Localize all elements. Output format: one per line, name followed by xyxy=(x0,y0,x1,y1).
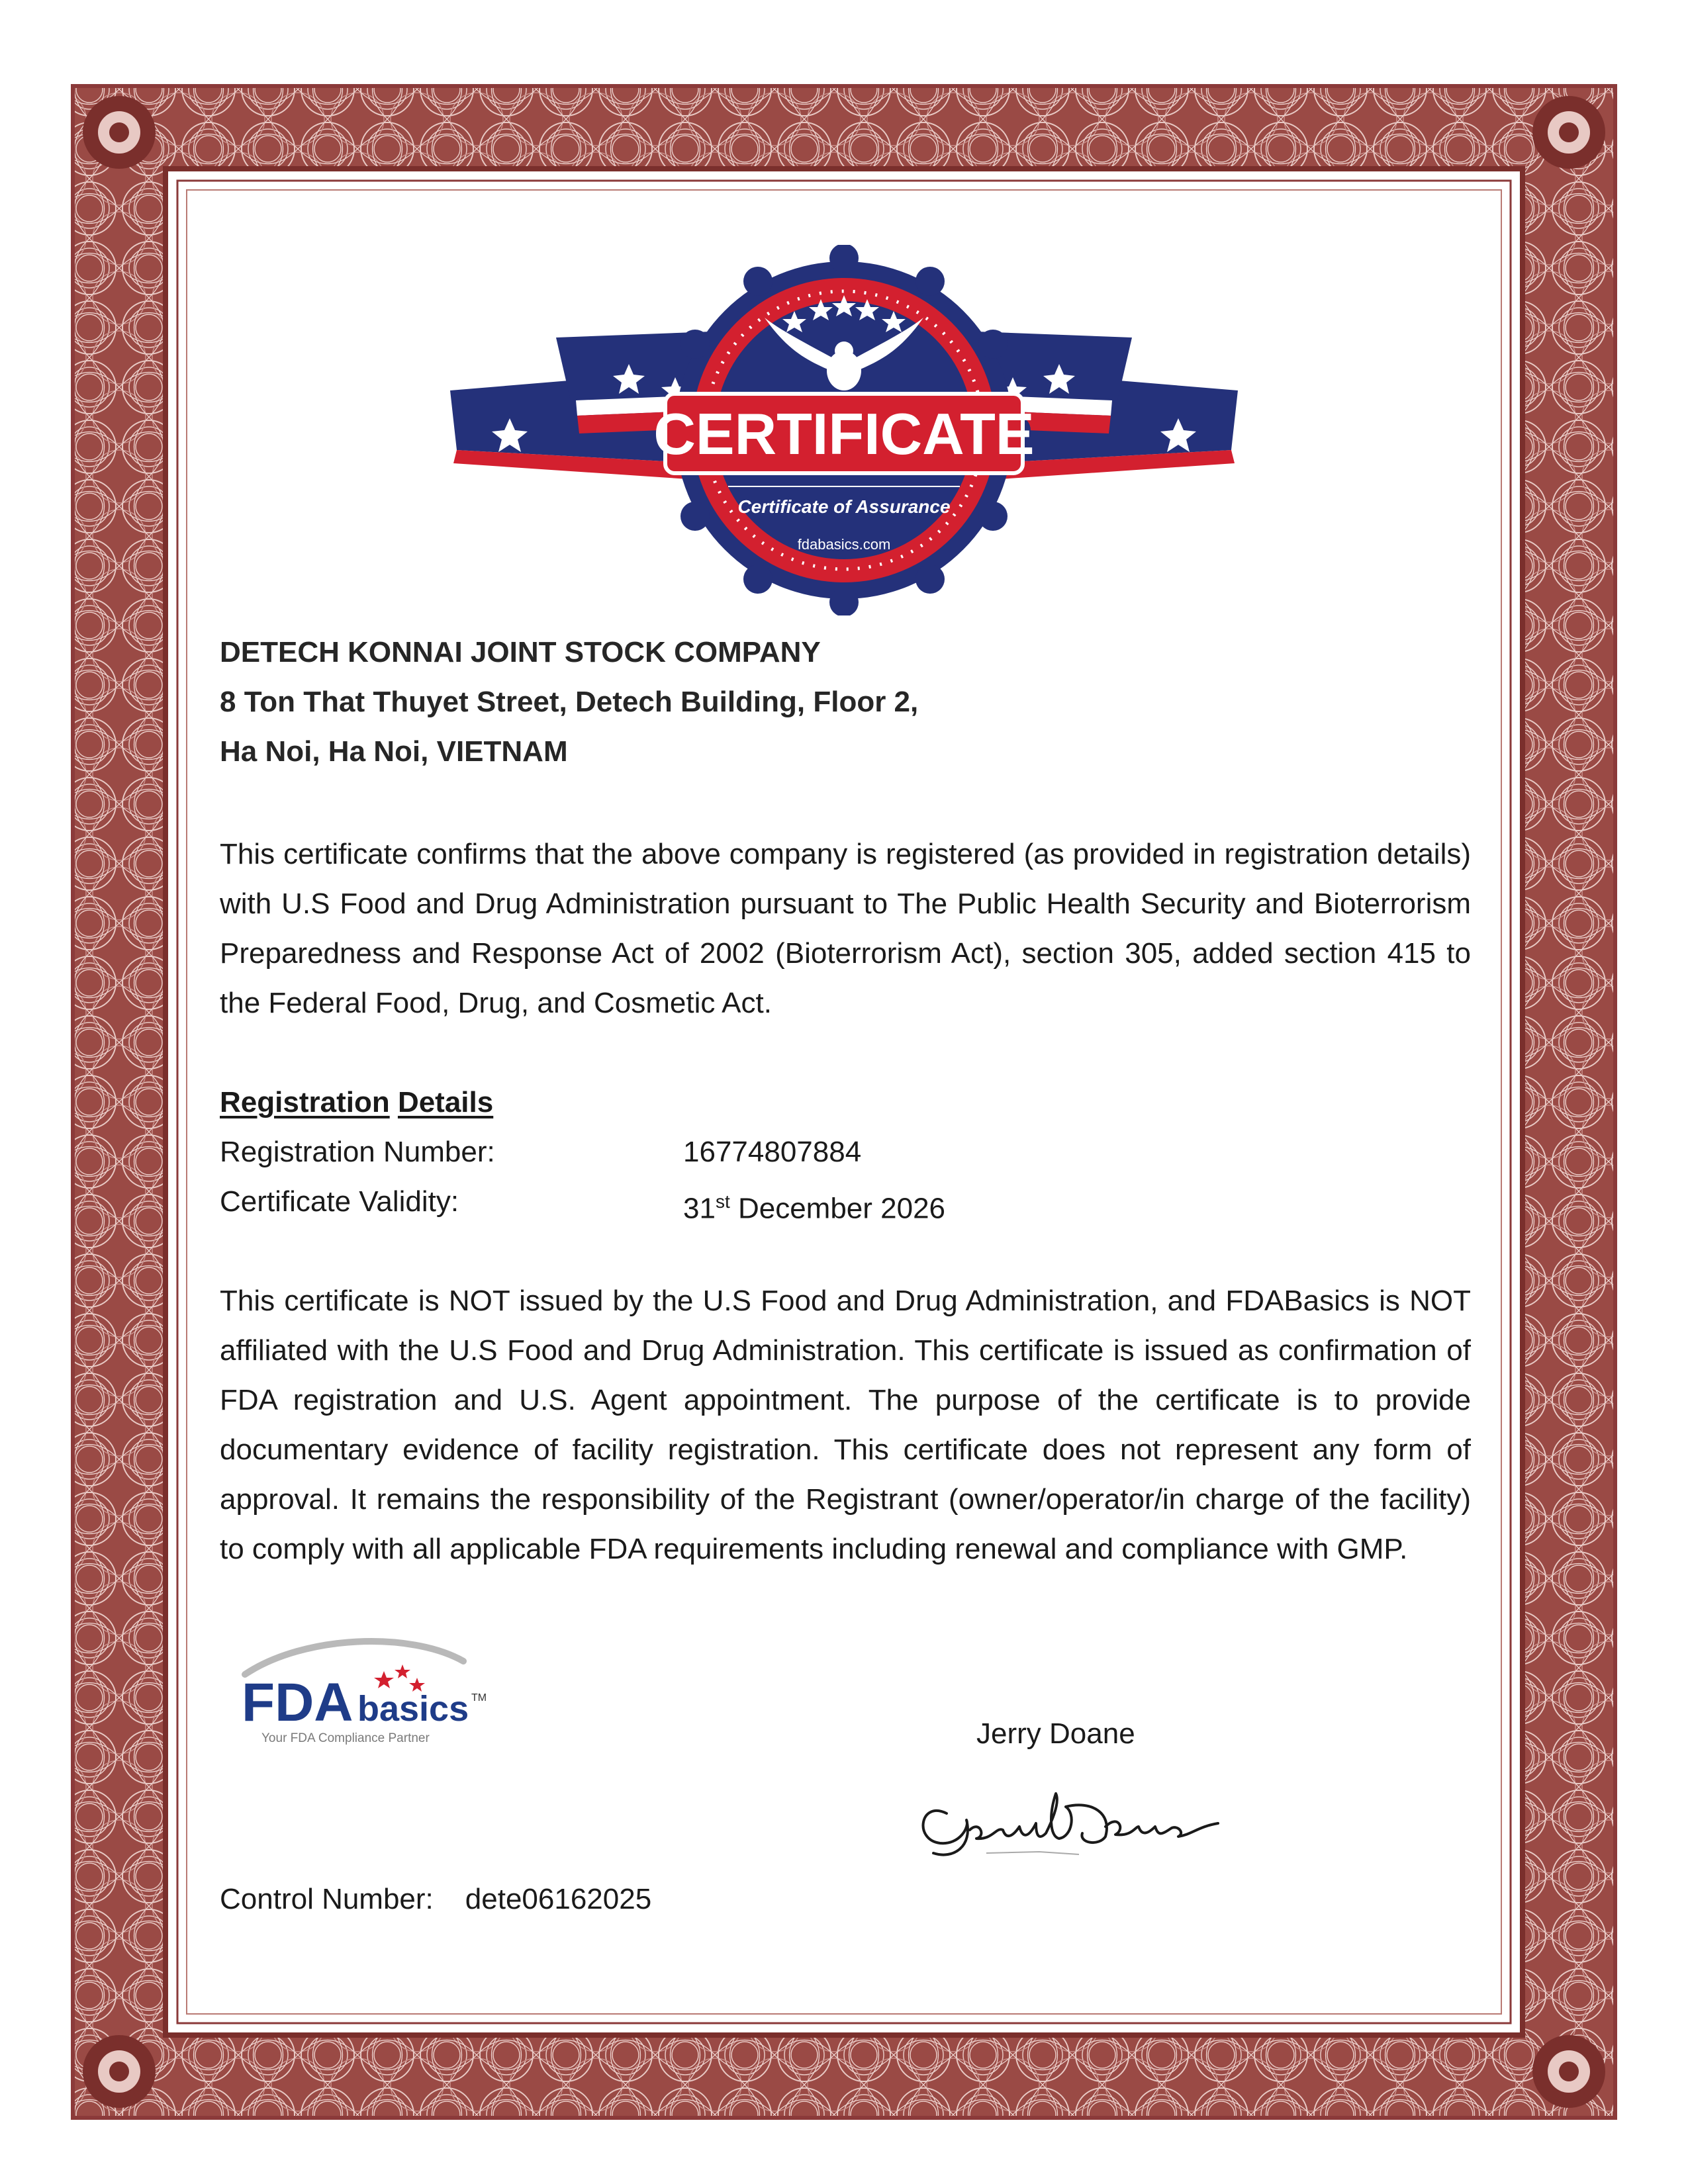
validity-day: 31 xyxy=(683,1192,716,1225)
control-number-value: dete06162025 xyxy=(465,1883,652,1915)
registration-number-value: 16774807884 xyxy=(683,1136,862,1168)
registration-heading xyxy=(220,1077,1471,1127)
seal-subtitle: Certificate of Assurance xyxy=(737,496,951,517)
certificate-validity-value xyxy=(683,1177,945,1234)
validity-suffix: st xyxy=(715,1191,730,1212)
company-address-line1: 8 Ton That Thuyet Street, Detech Building, Floor 2, xyxy=(220,686,919,718)
stars-icon xyxy=(374,1664,425,1692)
seal-badge xyxy=(653,245,1034,615)
control-number-row xyxy=(220,1880,651,1919)
company-name: DETECH KONNAI JOINT STOCK COMPANY xyxy=(220,636,821,668)
registration-number-label: Registration Number: xyxy=(220,1136,495,1168)
certificate-seal xyxy=(437,245,1251,615)
seal-website: fdabasics.com xyxy=(797,536,891,553)
signer-name: Jerry Doane xyxy=(976,1717,1135,1750)
disclaimer-paragraph: This certificate is NOT issued by the U.S Food and Drug Administration, and FDABasics is NOT affiliated with the U.S Food and Drug Administration. This certificate is issued as confirmation of FDA registration and U.S. Agent appointment. The purpose of the certificate is to provide documentary evidence of facility registration. This certificate does not represent any form of approval. It remains the responsibility of the Registrant (owner/operator/in charge of the facility) to comply with all applicable FDA requirements including renewal and compliance with GMP. xyxy=(220,1285,1471,1565)
intro-paragraph: This certificate confirms that the above company is registered (as provided in registration details) with U.S Food and Drug Administration pursuant to The Public Health Security and Bioterrorism Preparedness and Response Act of 2002 (Bioterrorism Act), section 305, added section 415 to the Federal Food, Drug, and Cosmetic Act. xyxy=(220,838,1471,1019)
validity-rest: December 2026 xyxy=(729,1192,946,1225)
company-address-line2: Ha Noi, Ha Noi, VIETNAM xyxy=(220,735,568,768)
seal-title: CERTIFICATE xyxy=(653,401,1035,467)
company-block xyxy=(220,627,1471,776)
fdabasics-logo xyxy=(225,1635,503,1754)
control-number-label: Control Number: xyxy=(220,1883,434,1915)
fda-brand-sub: basics xyxy=(357,1689,469,1729)
registration-heading-word2: Details xyxy=(397,1086,494,1118)
fda-brand-main: FDA xyxy=(242,1672,353,1733)
signature xyxy=(907,1774,1251,1866)
registration-heading-word1: Registration xyxy=(220,1086,390,1118)
certificate-validity-label: Certificate Validity: xyxy=(220,1185,459,1218)
fda-tagline: Your FDA Compliance Partner xyxy=(261,1731,430,1745)
fda-trademark: TM xyxy=(471,1692,487,1704)
